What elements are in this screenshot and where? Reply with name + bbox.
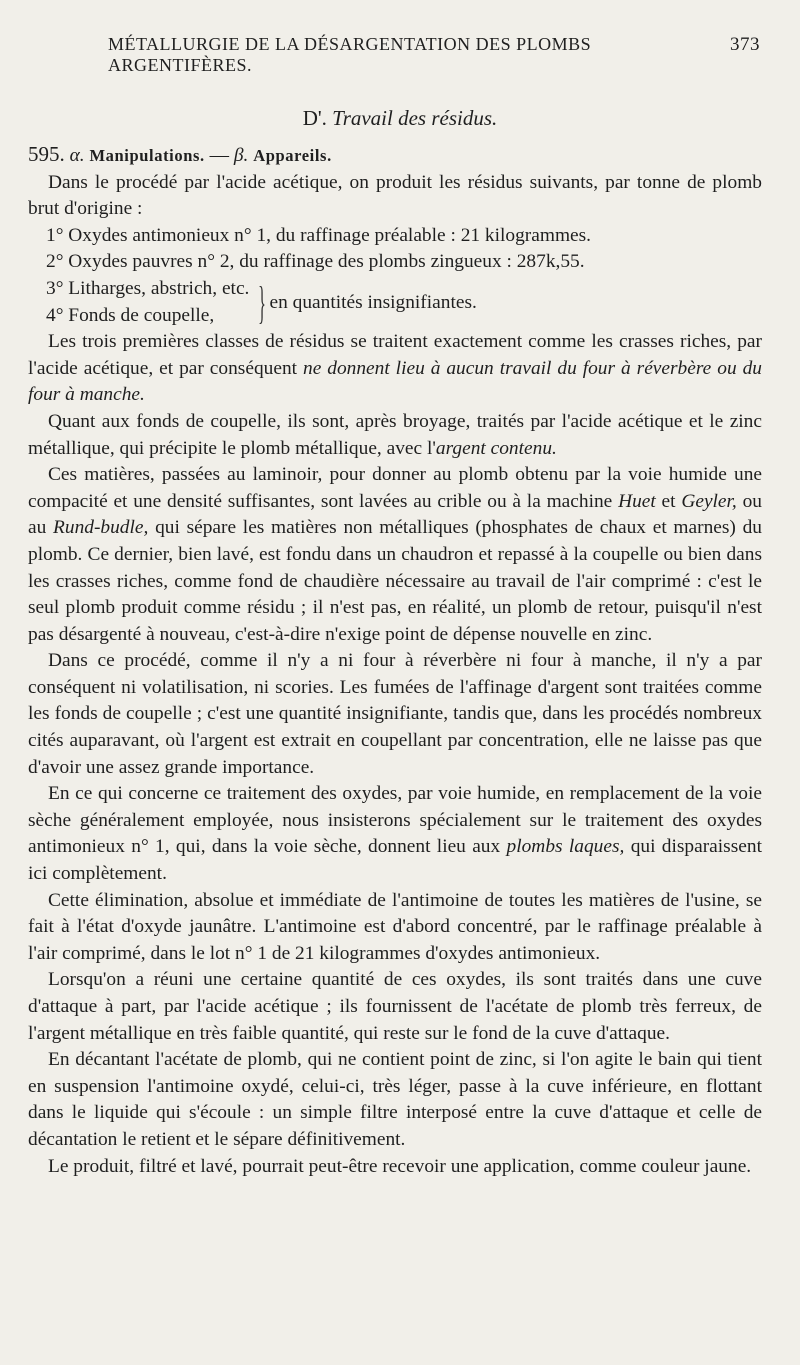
paragraph-2 xyxy=(28,329,762,409)
alpha-marker: α. xyxy=(69,145,85,166)
section-heading xyxy=(38,106,762,131)
paragraph-6 xyxy=(28,781,762,887)
list-item-4: 4° Fonds de coupelle, xyxy=(46,304,215,326)
paragraph-8: Lorsqu'on a réuni une certaine quantité de ces oxydes, ils sont traités dans une cuve d'attaque à part, par l'acide acétique ; ils fournissent de l'acétate de plomb très ferreux, de l'argent métallique en très faible quantité, qui reste sur le fond de la cuve d'attaque. xyxy=(28,969,762,1044)
p4-text-c: et xyxy=(661,490,676,512)
paragraph-1: Dans le procédé par l'acide acétique, on produit les résidus suivants, par tonne de plomb brut d'origine : xyxy=(28,171,762,220)
article-number: 595. xyxy=(28,142,65,166)
paragraph-3 xyxy=(28,409,762,462)
paragraph-7: Cette élimination, absolue et immédiate de l'antimoine de toutes les matières de l'usine, se fait à l'état d'oxyde jaunâtre. L'antimoine est d'abord concentré, par le raffinage préalable à l'air comprimé, dans le lot n° 1 de 21 kilogrammes d'oxydes antimonieux. xyxy=(28,889,762,964)
p6-text-c: qui disparaissent ici complètement. xyxy=(28,836,762,885)
p6-emphasis: plombs laques, xyxy=(506,836,625,858)
p4-name-rundbudle: Rund-budle, xyxy=(53,517,149,539)
p2-emphasis: ne donnent lieu à aucun travail du four à réverbère ou du four à manche. xyxy=(28,357,762,406)
list-item-2: 2° Oxydes pauvres n° 2, du raffinage des plombs zingueux : 287k,55. xyxy=(46,251,585,273)
brace-glyph: } xyxy=(258,276,267,328)
beta-label: Appareils. xyxy=(253,146,332,165)
list-note: en quantités insignifiantes. xyxy=(269,291,477,313)
article-heading xyxy=(28,141,762,170)
residue-list-braced xyxy=(46,276,762,329)
running-title: MÉTALLURGIE DE LA DÉSARGENTATION DES PLOMBS ARGENTIFÈRES. xyxy=(108,34,592,75)
p3-emphasis: argent contenu. xyxy=(435,437,557,459)
page-number: 373 xyxy=(730,34,760,55)
p4-text-e: ou au xyxy=(28,490,762,539)
p4-name-geyler: Geyler, xyxy=(681,490,737,512)
list-item-1: 1° Oxydes antimonieux n° 1, du raffinage préalable : 21 kilogrammes. xyxy=(46,224,592,246)
paragraph-4 xyxy=(28,462,762,648)
section-title: Travail des résidus. xyxy=(332,106,498,130)
p4-name-huet: Huet xyxy=(618,490,656,512)
p3-text: Quant aux fonds de coupelle, ils sont, après broyage, traités par l'acide acétique et le zinc métallique, qui précipite le plomb métallique, avec l' xyxy=(28,410,762,459)
p6-text-a: En ce qui concerne ce traitement des oxydes, par voie humide, en remplacement de la voie sèche généralement employée, nous insisterons spécialement sur le traitement des oxydes antimonieux n° 1, qui, dans la voie sèche, donnent lieu aux xyxy=(28,783,762,858)
p4-text-g: qui sépare les matières non métalliques (phosphates de chaux et marnes) du plomb. Ce dernier, bien lavé, est fondu dans un chaudron et repassé à la coupelle ou bien dans les crasses riches, comme fond de chaudière nécessaire au travail de l'air comprimé : c'est le seul plomb produit comme résidu ; il n'est pas, en réalité, un plomb de retour, puisqu'il n'est pas désargenté à nouveau, c'est-à-dire n'exige point de dépense nouvelle en zinc. xyxy=(28,517,762,645)
paragraph-5: Dans ce procédé, comme il n'y a ni four à réverbère ni four à manche, il n'y a par conséquent ni volatilisation, ni scories. Les fumées de l'affinage d'argent sont traitées comme les fonds de coupelle ; c'est une quantité insignifiante, tandis que, dans les procédés nombreux cités auparavant, où l'argent est extrait en coupellant par concentration, elle ne laisse pas que d'avoir une assez grande importance. xyxy=(28,650,762,778)
residue-list xyxy=(28,223,762,276)
paragraph-10: Le produit, filtré et lavé, pourrait peut-être recevoir une application, comme couleur jaune. xyxy=(48,1155,752,1177)
p4-text-a: Ces matières, passées au laminoir, pour donner au plomb obtenu par la voie humide une compacité et une densité suffisantes, sont lavées au crible ou à la machine xyxy=(28,464,762,512)
dash: — xyxy=(209,145,229,166)
alpha-label: Manipulations. xyxy=(89,146,205,165)
section-letter: D'. xyxy=(302,106,327,130)
beta-marker: β. xyxy=(233,145,249,166)
list-item-3: 3° Litharges, abstrich, etc. xyxy=(46,277,250,299)
running-head xyxy=(108,34,762,76)
paragraph-9: En décantant l'acétate de plomb, qui ne contient point de zinc, si l'on agite le bain qui tient en suspension l'antimoine oxydé, celui-ci, très léger, passe à la cuve inférieure, en flottant dans le liquide qui s'écoule : un simple filtre interposé entre la cuve d'attaque et celle de décantation le retient et le sépare définitivement. xyxy=(28,1049,762,1150)
p2-text: Les trois premières classes de résidus se traitent exactement comme les crasses riches, par l'acide acétique, et par conséquent xyxy=(28,331,762,379)
